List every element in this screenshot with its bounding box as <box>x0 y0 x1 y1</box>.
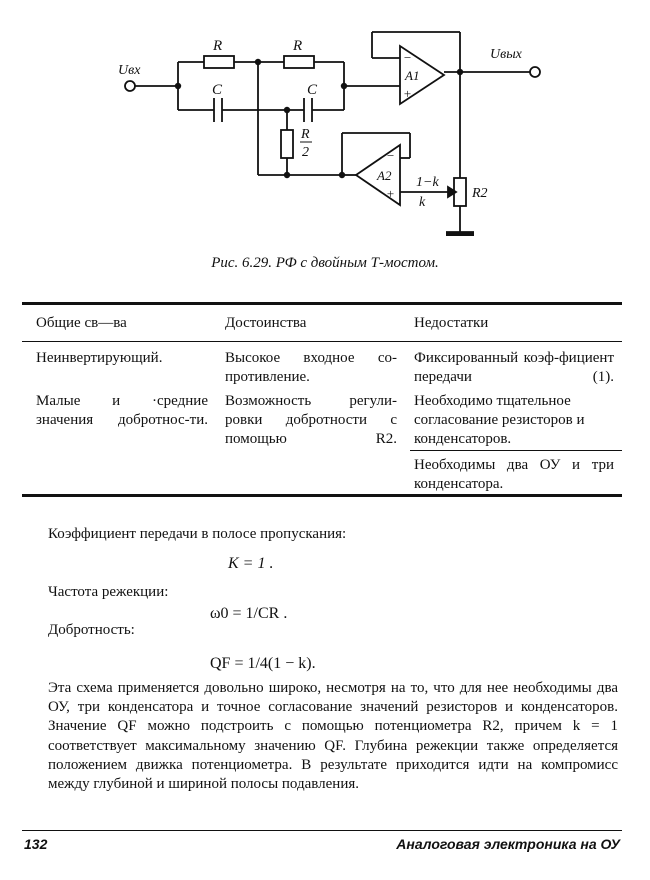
label-k-num: 1−k <box>416 175 439 190</box>
freq-formula: ω0 = 1/CR . <box>210 605 288 622</box>
table-header-rule <box>22 341 622 342</box>
table-cell-divider <box>410 450 622 451</box>
label-k-den: k <box>419 195 426 210</box>
label-c2: C <box>307 82 318 98</box>
label-r-half-den: 2 <box>302 145 309 160</box>
q-intro: Добротность: <box>48 622 135 638</box>
table-cell-disadvantages-3: Необходимы два ОУ и три конденсатора. <box>414 457 614 492</box>
output-terminal <box>530 67 540 77</box>
node-dot <box>284 107 290 113</box>
twin-t-notch-filter-schematic <box>0 0 650 250</box>
label-pot: R2 <box>472 186 488 201</box>
table-cell-advantages-1: Высокое входное со-противление. <box>225 350 397 385</box>
q-formula: QF = 1/4(1 − k). <box>210 655 316 672</box>
table-header-advantages: Достоинства <box>225 315 307 331</box>
gain-formula <box>228 555 273 573</box>
gain-intro: Коэффициент передачи в полосе пропускания: <box>48 526 347 542</box>
table-bottom-rule <box>22 494 622 497</box>
book-title: Аналоговая электроника на ОУ <box>396 836 620 852</box>
figure-caption: Рис. 6.29. РФ с двойным Т-мостом. <box>211 255 439 271</box>
node-dot <box>341 83 347 89</box>
node-dot <box>339 172 345 178</box>
freq-intro: Частота режекции: <box>48 584 169 600</box>
gain-formula-text: K = 1 . <box>228 555 274 572</box>
node-dot <box>284 172 290 178</box>
node-dot <box>175 83 181 89</box>
label-a2-plus: + <box>386 186 395 201</box>
table-cell-general-2: Малые и ·средние значения добротнос-ти. <box>36 393 208 428</box>
table-header-disadvantages: Недостатки <box>414 315 489 331</box>
label-uin: Uвх <box>118 63 141 78</box>
node-dot <box>457 69 463 75</box>
node-dot <box>255 59 261 65</box>
footer-rule <box>22 830 622 831</box>
page-number: 132 <box>24 836 48 852</box>
label-r1: R <box>213 38 223 54</box>
label-r2: R <box>293 38 303 54</box>
table-cell-general-1: Неинвертирующий. <box>36 350 163 366</box>
input-terminal <box>125 81 135 91</box>
body-paragraph: Эта схема применяется довольно широко, несмотря на то, что для нее необходимы два ОУ, три конденсатора и точное согласование значений резисторов и конденсаторов. Значение QF можно подстроить с помощью потенциометра R2, причем k = 1 соответствует максимальному значению QF. Глубина режекции также определяется положением движка потенциометра. В результате приходится идти на компромисс между глубиной и шириной полосы подавления. <box>48 680 618 793</box>
label-r-half-num: R <box>301 127 310 142</box>
table-top-rule <box>22 302 622 305</box>
table-header-general: Общие св—ва <box>36 315 127 331</box>
label-a2: A2 <box>377 168 392 183</box>
label-uout: Uвых <box>490 47 522 62</box>
label-a1-plus: + <box>403 86 412 101</box>
label-a1: A1 <box>405 68 420 83</box>
table-cell-disadvantages-1: Фиксированный коэф-фициент передачи (1). <box>414 350 614 385</box>
table-cell-advantages-2: Возможность регули-ровки добротности с помощью R2. <box>225 393 397 447</box>
label-a2-minus: − <box>386 148 395 163</box>
label-c1: C <box>212 82 223 98</box>
label-a1-minus: − <box>403 50 412 65</box>
table-cell-disadvantages-2: Необходимо тщательное согласование резисторов и конденсаторов. <box>414 393 585 447</box>
